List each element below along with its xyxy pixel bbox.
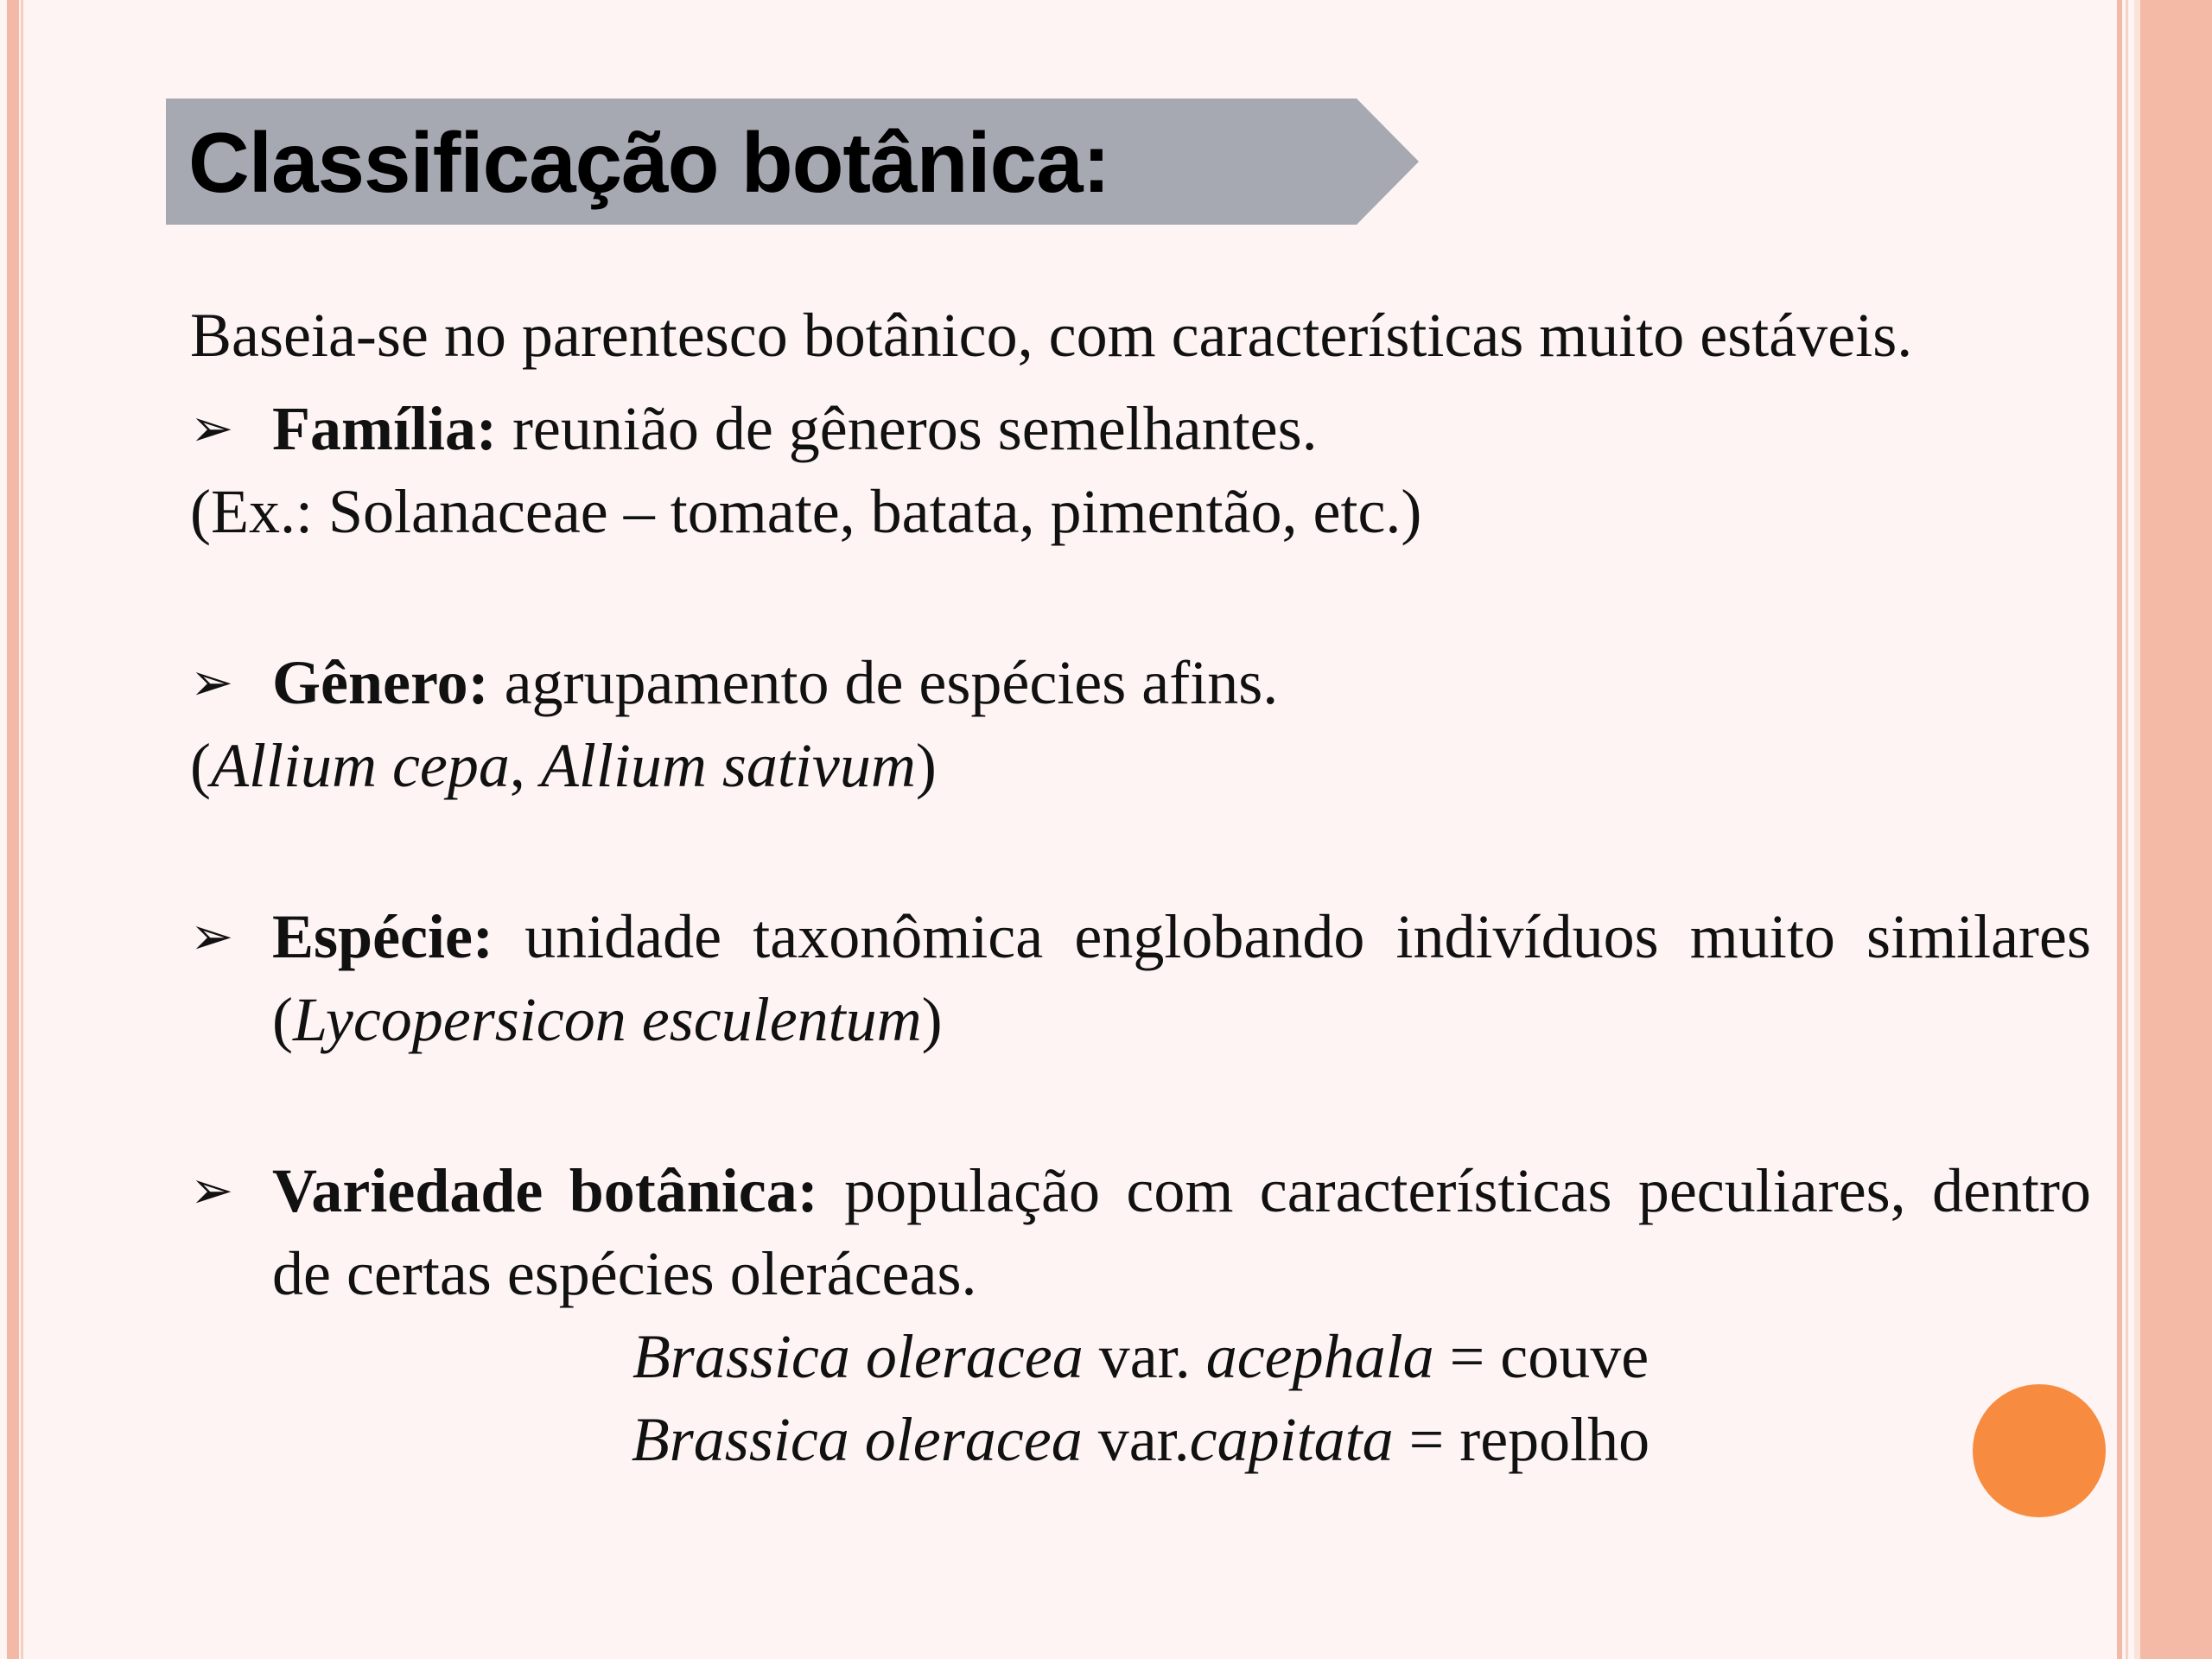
term-especie: Espécie: [272, 902, 493, 971]
item-especie [190, 895, 2091, 1061]
slide-content [190, 294, 2091, 1481]
paren-open: ( [190, 731, 211, 800]
item-familia [190, 387, 2091, 553]
paren-close: ) [915, 731, 937, 800]
bullet-genero [190, 641, 2091, 724]
term-variedade: Variedade botânica: [272, 1156, 818, 1225]
item-genero [190, 641, 2091, 807]
variety-example-couve [0, 1315, 2091, 1398]
separator: , [509, 731, 541, 800]
species-lycopersicon: Lycopersicon esculentum [292, 985, 922, 1054]
example-familia: (Ex.: Solanaceae – tomate, batata, pimentão, etc.) [190, 477, 1422, 546]
var-label: var. [1082, 1405, 1190, 1474]
species-allium-cepa: Allium cepa [210, 731, 510, 800]
species-brassica: Brassica oleracea [631, 1405, 1083, 1474]
arrow-bullet-icon: ➢ [190, 1160, 234, 1221]
right-frame-band [2140, 0, 2212, 1659]
orange-circle-decoration [1973, 1384, 2106, 1517]
intro-paragraph: Baseia-se no parentesco botânico, com características muito estáveis. [190, 301, 1913, 370]
bullet-especie [190, 895, 2091, 1061]
example-genero [190, 724, 2091, 807]
paren-close: ) [921, 985, 943, 1054]
definition-especie: unidade taxonômica englobando indivíduos muito similares ( [272, 902, 2091, 1054]
arrow-bullet-icon: ➢ [190, 398, 234, 459]
var-label: var. [1083, 1322, 1206, 1391]
result-couve: = couve [1433, 1322, 1649, 1391]
right-frame-band-edge [2134, 0, 2140, 1659]
variety-example-repolho [0, 1398, 2091, 1481]
variety-acephala: acephala [1205, 1322, 1434, 1391]
bullet-familia [190, 387, 2091, 470]
slide-title: Classificação botânica: [188, 115, 1110, 210]
bullet-variedade [190, 1149, 2091, 1315]
arrow-bullet-icon: ➢ [190, 652, 234, 713]
arrow-bullet-icon: ➢ [190, 906, 234, 967]
variety-capitata: capitata [1189, 1405, 1394, 1474]
right-frame-inner-line [2126, 0, 2128, 1659]
definition-variedade: população com características peculiares, dentro de certas espécies oleráceas. [272, 1156, 2092, 1308]
definition-familia: reunião de gêneros semelhantes. [496, 394, 1318, 463]
item-variedade [190, 1149, 2091, 1481]
result-repolho: = repolho [1393, 1405, 1650, 1474]
term-genero: Gênero: [272, 648, 489, 717]
definition-genero: agrupamento de espécies afins. [488, 648, 1279, 717]
species-brassica: Brassica oleracea [632, 1322, 1084, 1391]
term-familia: Família: [272, 394, 497, 463]
right-frame-line [2117, 0, 2122, 1659]
species-allium-sativum: Allium sativum [540, 731, 916, 800]
